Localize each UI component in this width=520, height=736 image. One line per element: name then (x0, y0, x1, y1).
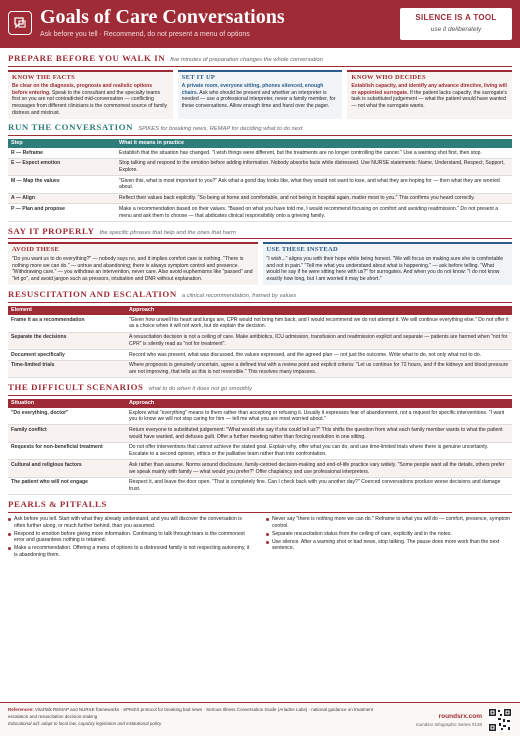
table-cell: P — Plan and propose (8, 204, 116, 221)
section-header-run (8, 122, 512, 136)
footer (0, 702, 520, 736)
table-row (8, 442, 512, 459)
table-cell: A resuscitation decision is not a ceiling of care. Make antibiotics, ICU admission, transfusion and readmission explicit and separate — patients are harmed when "not for CPR" is silently read as "not for treatment". (126, 332, 512, 349)
section-subtitle: SPIKES for breaking news, REMAP for deciding what to do next (138, 126, 303, 133)
section-title: PREPARE BEFORE YOU WALK IN (8, 53, 166, 63)
main-content (8, 51, 512, 560)
section-subtitle: the specific phrases that help and the ones that harm (99, 229, 236, 236)
table-row (8, 332, 512, 349)
site-link[interactable]: roundsrx.com (438, 713, 482, 720)
section-header-pitfalls (8, 499, 512, 513)
resus-table (8, 306, 512, 378)
card-know-the-facts (8, 70, 173, 120)
section-title: RUN THE CONVERSATION (8, 122, 134, 133)
callout-box (400, 8, 512, 40)
table-row (8, 204, 512, 221)
table-row (8, 477, 512, 494)
column-header: Element (8, 306, 126, 315)
column-header: Situation (8, 399, 126, 408)
page-subtitle: Ask before you tell · Recommend, do not present a menu of options (40, 31, 250, 38)
list-item: Separate resuscitation status from the ceiling of care, explicitly and in the notes. (266, 531, 512, 538)
card-lead: A private room, everyone sitting, phones silenced, enough chairs. (181, 83, 324, 96)
section-title: RESUSCITATION AND ESCALATION (8, 289, 177, 300)
card-use-these (263, 242, 513, 285)
table-cell: E — Expect emotion (8, 158, 116, 175)
section-header-resus (8, 289, 512, 303)
footer-branding (416, 713, 482, 728)
table-cell: Do not offer interventions that cannot achieve the stated goal. Explain why, offer what you can do, and use time-limited trials where there is genuine uncertainty. Escalate to a second opinion, ethics or the palliative team rather than into confrontation. (126, 442, 512, 459)
table-row (8, 158, 512, 175)
section-title: PEARLS & PITFALLS (8, 499, 107, 510)
page-title: Goals of Care Conversations (40, 6, 285, 28)
table-cell: Make a recommendation based on their values. "Based on what you have told me, I would recommend focusing on comfort and avoiding readmission." Do not present a menu and ask them to choose — that abdicates clinical responsibility onto a grieving family. (116, 204, 512, 221)
card-body: "Do you want us to do everything?" — nobody says no, and it implies comfort care is nothing. "There is nothing more we can do." — untrue and abandoning; there is always symptom control and presence. "Withdrawing care." — you withdraw an intervention, never care. Also avoid euphemisms like "passed" and "let go", and avoid jargon such as pressors, intubation and DNR without explanation. (12, 256, 253, 282)
card-know-who-decides (347, 70, 512, 120)
table-cell: Ask rather than assume. Norms around disclosure, family-centred decision-making and end-of-life practice vary widely. "Some people want all the details, others prefer we speak mainly with family — what would you prefer?" Offer chaplaincy and use professional interpreters. (126, 460, 512, 477)
column-header: What it means in practice (116, 139, 512, 148)
card-title: SET IT UP (181, 73, 216, 81)
card-title: AVOID THESE (12, 246, 60, 254)
card-text: Ask who should be present and whether an interpreter is needed — use a professional interpreter, never a family member, for these conversations. Allow enough time and hand over the pager. (181, 89, 336, 110)
difficult-table (8, 399, 512, 495)
table-cell: "Given this, what is most important to you?" Ask what a good day looks like, what they would not want to lose, and what they are hoping for — then what they are worried about. (116, 176, 512, 193)
table-row (8, 408, 512, 425)
table-cell: Stop talking and respond to the emotion before adding information. Nobody absorbs facts while distressed. Use NURSE statements: Name, Understand, Respect, Support, Explore. (116, 158, 512, 175)
table-cell: Frame it as a recommendation (8, 315, 126, 332)
prepare-cards (8, 70, 512, 120)
section-subtitle: what to do when it does not go smoothly (148, 386, 252, 393)
table-cell: Establish that the situation has changed. "I wish things were different, but the treatments are no longer controlling the cancer." Use a warning shot first, then stop. (116, 148, 512, 158)
references-label: References: (8, 707, 34, 712)
column-header: Approach (126, 306, 512, 315)
table-row (8, 460, 512, 477)
disclaimer: Educational aid: adapt to local law, capacity legislation and institutional policy (8, 720, 162, 726)
card-body (12, 83, 169, 116)
table-row (8, 176, 512, 193)
table-cell: Where prognosis is genuinely uncertain, agree a defined trial with a review point and explicit criteria: "Let us continue for 72 hours, and if the kidneys and blood pressure are not improving, that tells us this is not reversible." This resolves many impasses. (126, 360, 512, 377)
table-row (8, 425, 512, 442)
logo (8, 11, 32, 35)
callout-subtitle: use it deliberately (430, 25, 482, 33)
column-header: Step (8, 139, 116, 148)
list-item: Never say "there is nothing more we can do." Reframe to what you will do — comfort, presence, symptom control. (266, 516, 512, 529)
table-row (8, 350, 512, 361)
table-cell: Separate the decisions (8, 332, 126, 349)
table-cell: Respect it, and leave the door open. "That is completely fine. Can I check back with you another day?" Coerced conversations produce worse decisions and damage trust. (126, 477, 512, 494)
callout-title: SILENCE IS A TOOL (415, 13, 497, 22)
card-body (351, 83, 508, 109)
list-item: Ask before you tell. Start with what they already understand, and you will discover the conversation is often further along, or much further behind, than you assumed. (8, 516, 254, 529)
table-cell: "Do everything, doctor" (8, 408, 126, 425)
table-row (8, 148, 512, 158)
card-lead: Be clear on the diagnosis, prognosis and realistic options before entering. (12, 83, 153, 96)
pitfalls-lists (8, 516, 512, 560)
table-cell: M — Map the values (8, 176, 116, 193)
table-cell: R — Reframe (8, 148, 116, 158)
pitfalls-left (8, 516, 254, 560)
table-cell: Document specifically (8, 350, 126, 361)
references-text: VitalTalk REMAP and NURSE frameworks · SPIKES protocol for breaking bad news · Serious Illness Conversation Guide (Ariadne Labs) · national guidance on treatment escalation and resuscitation decision-making (8, 707, 374, 719)
card-title: KNOW THE FACTS (12, 73, 76, 81)
column-header: Approach (126, 399, 512, 408)
list-item: Respond to emotion before giving more information. Continuing to talk through tears is the commonest error and guarantees nothing is retained. (8, 531, 254, 544)
section-subtitle: five minutes of preparation changes the whole conversation (170, 57, 323, 63)
table-cell: Reflect their values back explicitly. "So being at home and comfortable, and not being in hospital again, matter most to you." This confirms you heard correctly. (116, 193, 512, 204)
card-text: Speak to the consultant and the specialty teams first so you are not contradicted mid-conversation — conflicting messages from different clinicians is the commonest source of family distress and mistrust. (12, 89, 168, 116)
table-cell: Return everyone to substituted judgement: "What would she say if she could tell us?" This shifts the question from what each family member wants to what the patient would have wanted, and defuses guilt. Offer a further meeting rather than forcing resolution in one sitting. (126, 425, 512, 442)
table-cell: Record who was present, what was discussed, the values expressed, and the agreed plan — not just the outcome. Write what to do, not only what not to do. (126, 350, 512, 361)
table-row (8, 360, 512, 377)
table-cell: Time-limited trials (8, 360, 126, 377)
remap-table (8, 139, 512, 222)
section-title: THE DIFFICULT SCENARIOS (8, 382, 144, 393)
card-avoid-these (8, 242, 258, 285)
references (8, 707, 378, 727)
card-text: If the patient lacks capacity, the surrogate's task is substituted judgement — what the patient would have wanted — not what the surrogate wants. (351, 89, 508, 110)
table-cell: Explore what "everything" means to them rather than accepting or refusing it. Usually it expresses fear of abandonment, not a request for specific interventions. "I want you to know we will not stop caring for him — tell me what you are most worried about." (126, 408, 512, 425)
table-cell: "Given how unwell his heart and lungs are, CPR would not bring him back, and I would recommend we do not attempt it. We will continue everything else." Do not offer it as a choice when it will not work, but do explain the decision. (126, 315, 512, 332)
series-label: roundsrx Infographic Series #138 (415, 721, 482, 727)
card-body: "I wish..." aligns you with their hope while being honest. "We will focus on making sure she is comfortable and not in pain." "Tell me what you understand about what is happening." — ask before telling. "What would he say if he were sitting here with us?" for surrogates. And when you do not know: "I do not know exactly how long, but I am worried it may be short." (266, 256, 504, 282)
card-lead: Establish capacity, and identify any advance directive, living will or appointed surrogate. (351, 83, 507, 96)
table-row (8, 193, 512, 204)
table-cell: A — Align (8, 193, 116, 204)
section-subtitle: a clinical recommendation, framed by values (181, 293, 297, 300)
list-item: Make a recommendation. Offering a menu of options to a distressed family is not respecting autonomy, it is abandoning them. (8, 545, 254, 558)
table-cell: Family conflict (8, 425, 126, 442)
section-title: SAY IT PROPERLY (8, 225, 95, 236)
table-cell: The patient who will not engage (8, 477, 126, 494)
qr-code-icon (488, 708, 512, 732)
speech-bubble-icon (13, 16, 27, 30)
card-set-it-up (178, 70, 343, 120)
section-header-difficult (8, 382, 512, 396)
card-title: KNOW WHO DECIDES (351, 73, 426, 81)
section-header-say (8, 226, 512, 240)
list-item: Use silence. After a warning shot or bad news, stop talking. The pause does more work than the next sentence. (266, 539, 512, 552)
card-title: USE THESE INSTEAD (266, 246, 338, 254)
header-banner (0, 0, 520, 48)
section-header-prepare (8, 53, 512, 67)
table-cell: Requests for non-beneficial treatment (8, 442, 126, 459)
table-row (8, 315, 512, 332)
card-body (182, 83, 339, 109)
phrases-row (8, 242, 512, 285)
table-cell: Cultural and religious factors (8, 460, 126, 477)
pitfalls-right (266, 516, 512, 560)
